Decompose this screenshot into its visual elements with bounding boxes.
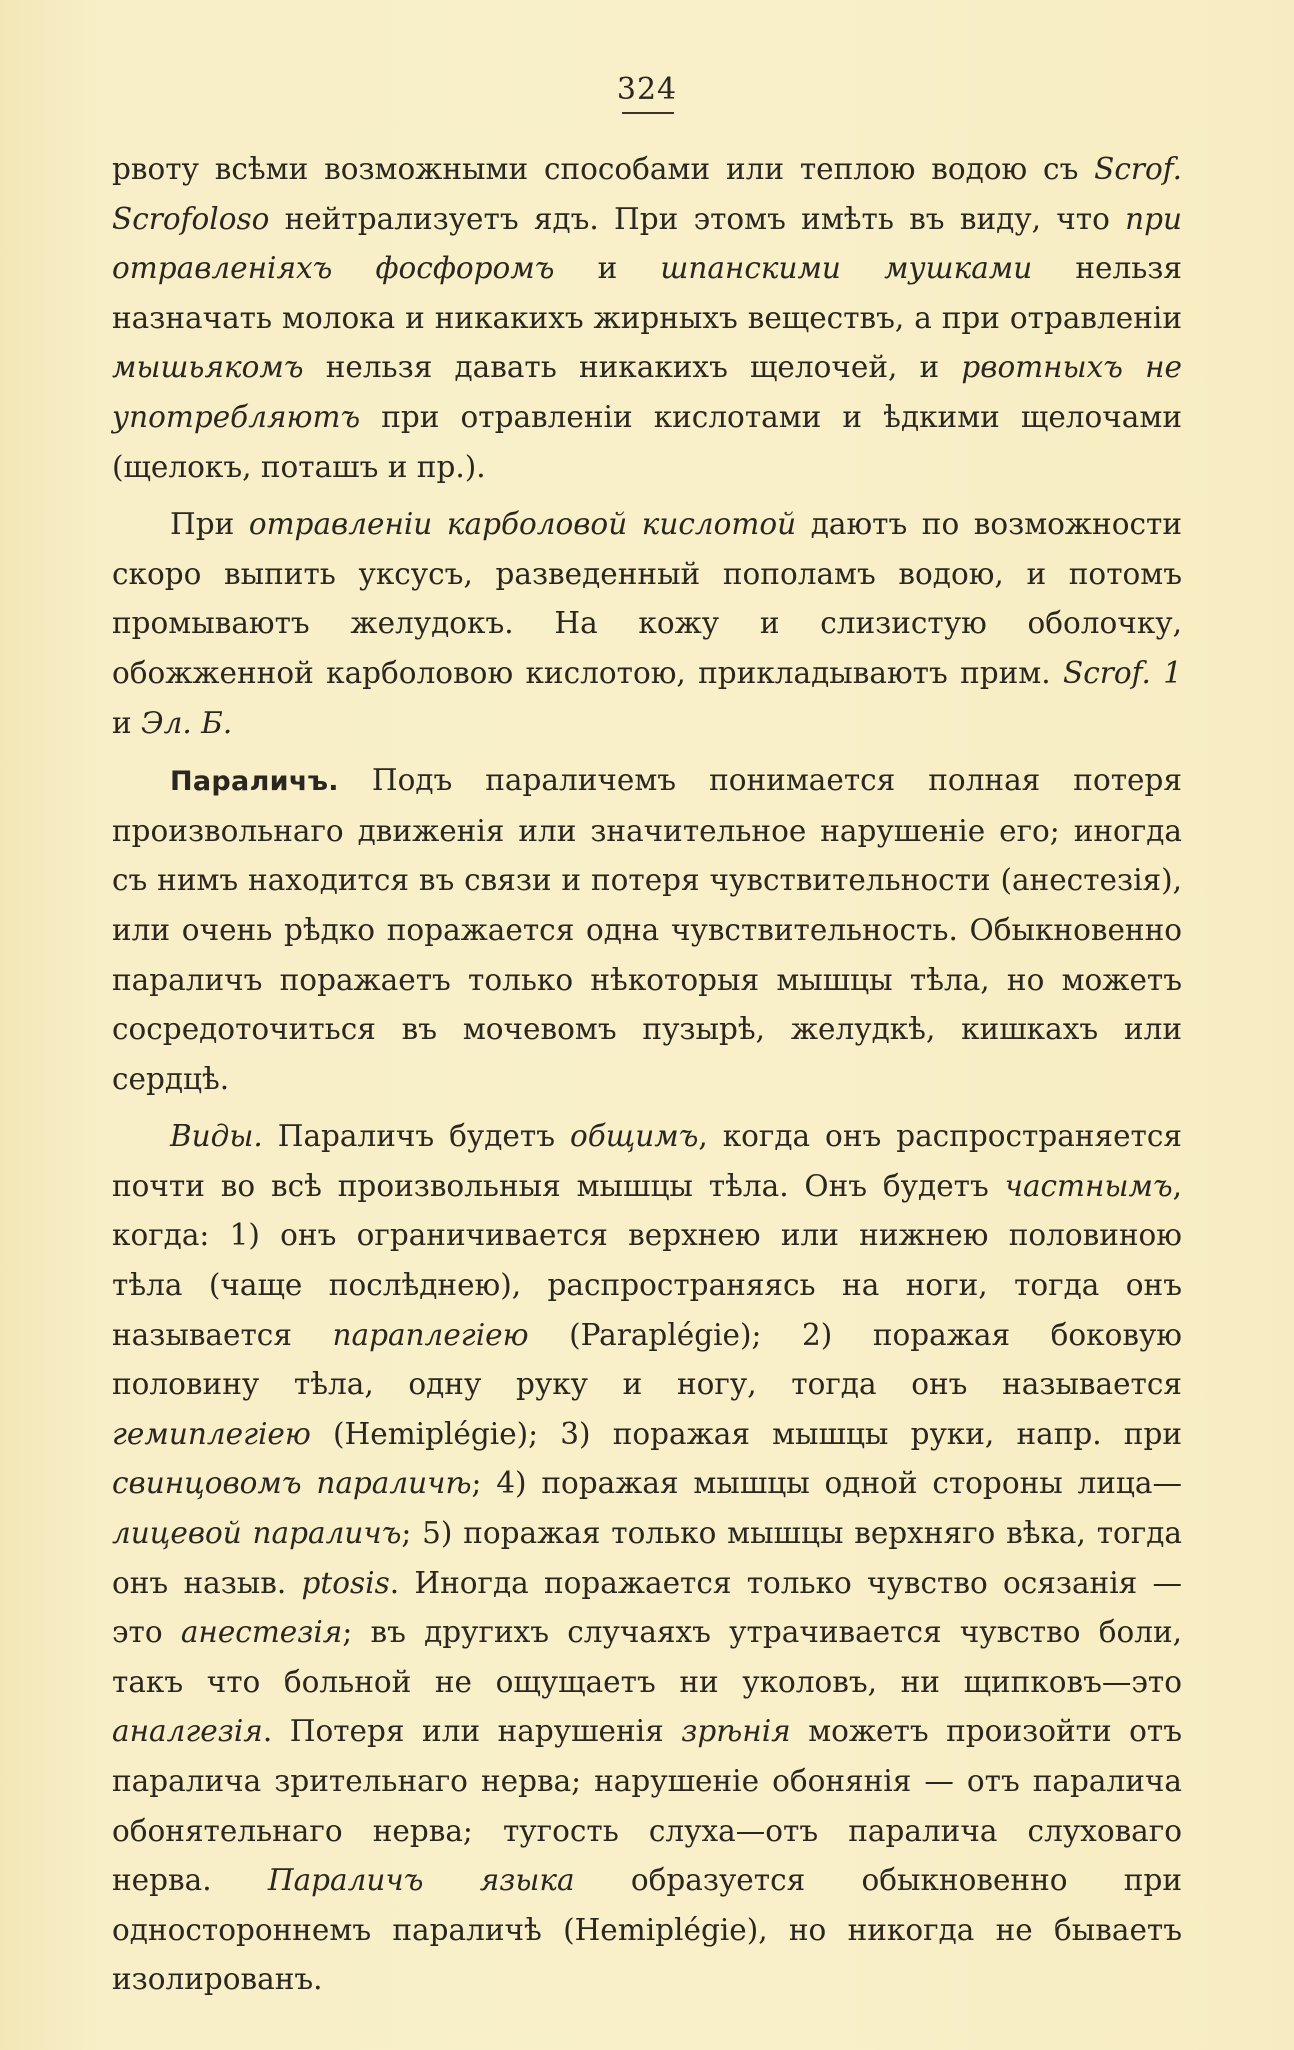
text-run: можетъ произойти отъ паралича зрительнаго нерва; нарушеніе обонянія — отъ паралича обонятельнаго нерва; тугость слуха—отъ паралича слуховаго нерва. [112,1714,1182,1898]
italic-term: лицевой параличъ [112,1516,402,1551]
page-number-rule [622,112,674,114]
text-run: (Paraplégie); 2) поражая боковую половину тѣла, одну руку и ногу, тогда онъ называется [112,1317,1182,1402]
italic-term: отравленіи карболовой кислотой [248,507,797,542]
italic-term: анестезія [180,1615,343,1650]
text-run: , когда: 1) онъ ограничивается верхнею или нижнею половиною тѣла (чаще послѣднею), распространяясь на ноги, тогда онъ называется [112,1168,1182,1352]
section-heading: Параличъ. [170,766,339,798]
text-run: нельзя давать никакихъ щелочей, и [303,350,962,385]
text-run: Параличъ будетъ [262,1119,570,1154]
text-run: . Потеря или нарушенія [262,1714,682,1749]
text-run: . Иногда поражается только чувство осязанія — это [112,1565,1183,1650]
italic-term: Параличъ языка [267,1863,575,1898]
italic-term: Виды. [170,1119,263,1154]
italic-term: рвотныхъ не употребляютъ [112,350,1182,434]
paragraph [112,500,1182,748]
text-run: Подъ параличемъ понимается полная потеря произвольнаго движенія или значительное нарушеніе его; иногда съ нимъ находится въ связи и потеря чувствительности (анестезія), или очень рѣдко поражается одна чувствительность. Обыкновенно параличъ поражаетъ только нѣкоторыя мышцы тѣла, но можетъ сосредоточиться въ мочевомъ пузырѣ, желудкѣ, кишкахъ или сердцѣ. [112,763,1182,1096]
italic-term: шпанскими мушками [660,251,1033,286]
italic-term: частнымъ [1004,1168,1173,1203]
text-run: рвоту всѣми возможными способами или теплою водою съ [112,152,1095,186]
text-run: ; 4) поражая мышцы одной стороны лица— [471,1466,1182,1501]
text-run: ; въ другихъ случаяхъ утрачивается чувство боли, такъ что больной не ощущаетъ ни уколовъ, ни щипковъ—это [112,1615,1182,1699]
italic-term: Эл. Б. [141,705,233,740]
text-run: , когда онъ распространяется почти во всѣ произвольныя мышцы тѣла. Онъ будетъ [112,1119,1182,1203]
italic-term: Scrof. Scrofoloso [112,152,1182,236]
italic-term: параплегіею [332,1317,529,1352]
paragraph [112,1112,1182,2005]
italic-term: гемиплегіею [112,1416,311,1451]
text-run: При [170,507,249,542]
text-run: при отравленіи кислотами и ѣдкими щелочами (щелокъ, поташъ и пр.). [112,399,1182,484]
text-run: образуется обыкновенно при одностороннемъ параличѣ (Hemiplégie), но никогда не бываетъ изолированъ. [112,1863,1182,1997]
italic-term: зрѣнія [681,1714,791,1749]
text-run: нельзя назначать молока и никакихъ жирныхъ веществъ, а при отравленіи [112,251,1183,335]
italic-term: свинцовомъ параличѣ [112,1466,472,1501]
italic-term: мышьякомъ [112,350,304,385]
text-run: ; 5) поражая только мышцы верхняго вѣка, тогда онъ назыв. [112,1516,1182,1600]
italic-term: общимъ [569,1119,699,1154]
paragraph [112,145,1182,492]
text-run: нейтрализуетъ ядъ. При этомъ имѣть въ виду, что [269,201,1126,236]
italic-term: при отравленіяхъ фосфоромъ [112,201,1182,286]
italic-term: ptosis [301,1565,390,1600]
body-text [112,145,1182,2013]
italic-term: Scrof. 1 [1063,655,1182,690]
text-run: и [554,251,661,286]
text-run: даютъ по возможности скоро выпить уксусъ, разведенный пополамъ водою, и потомъ промываютъ желудокъ. На кожу и слизистую оболочку, обожженной карболовою кислотою, прикладываютъ прим. [112,507,1182,690]
page-number: 324 [616,72,678,107]
text-run: и [112,705,142,740]
paragraph [112,756,1182,1104]
text-run: (Hemiplégie); 3) поражая мышцы руки, напр. при [310,1416,1182,1451]
italic-term: аналгезія [112,1714,263,1749]
